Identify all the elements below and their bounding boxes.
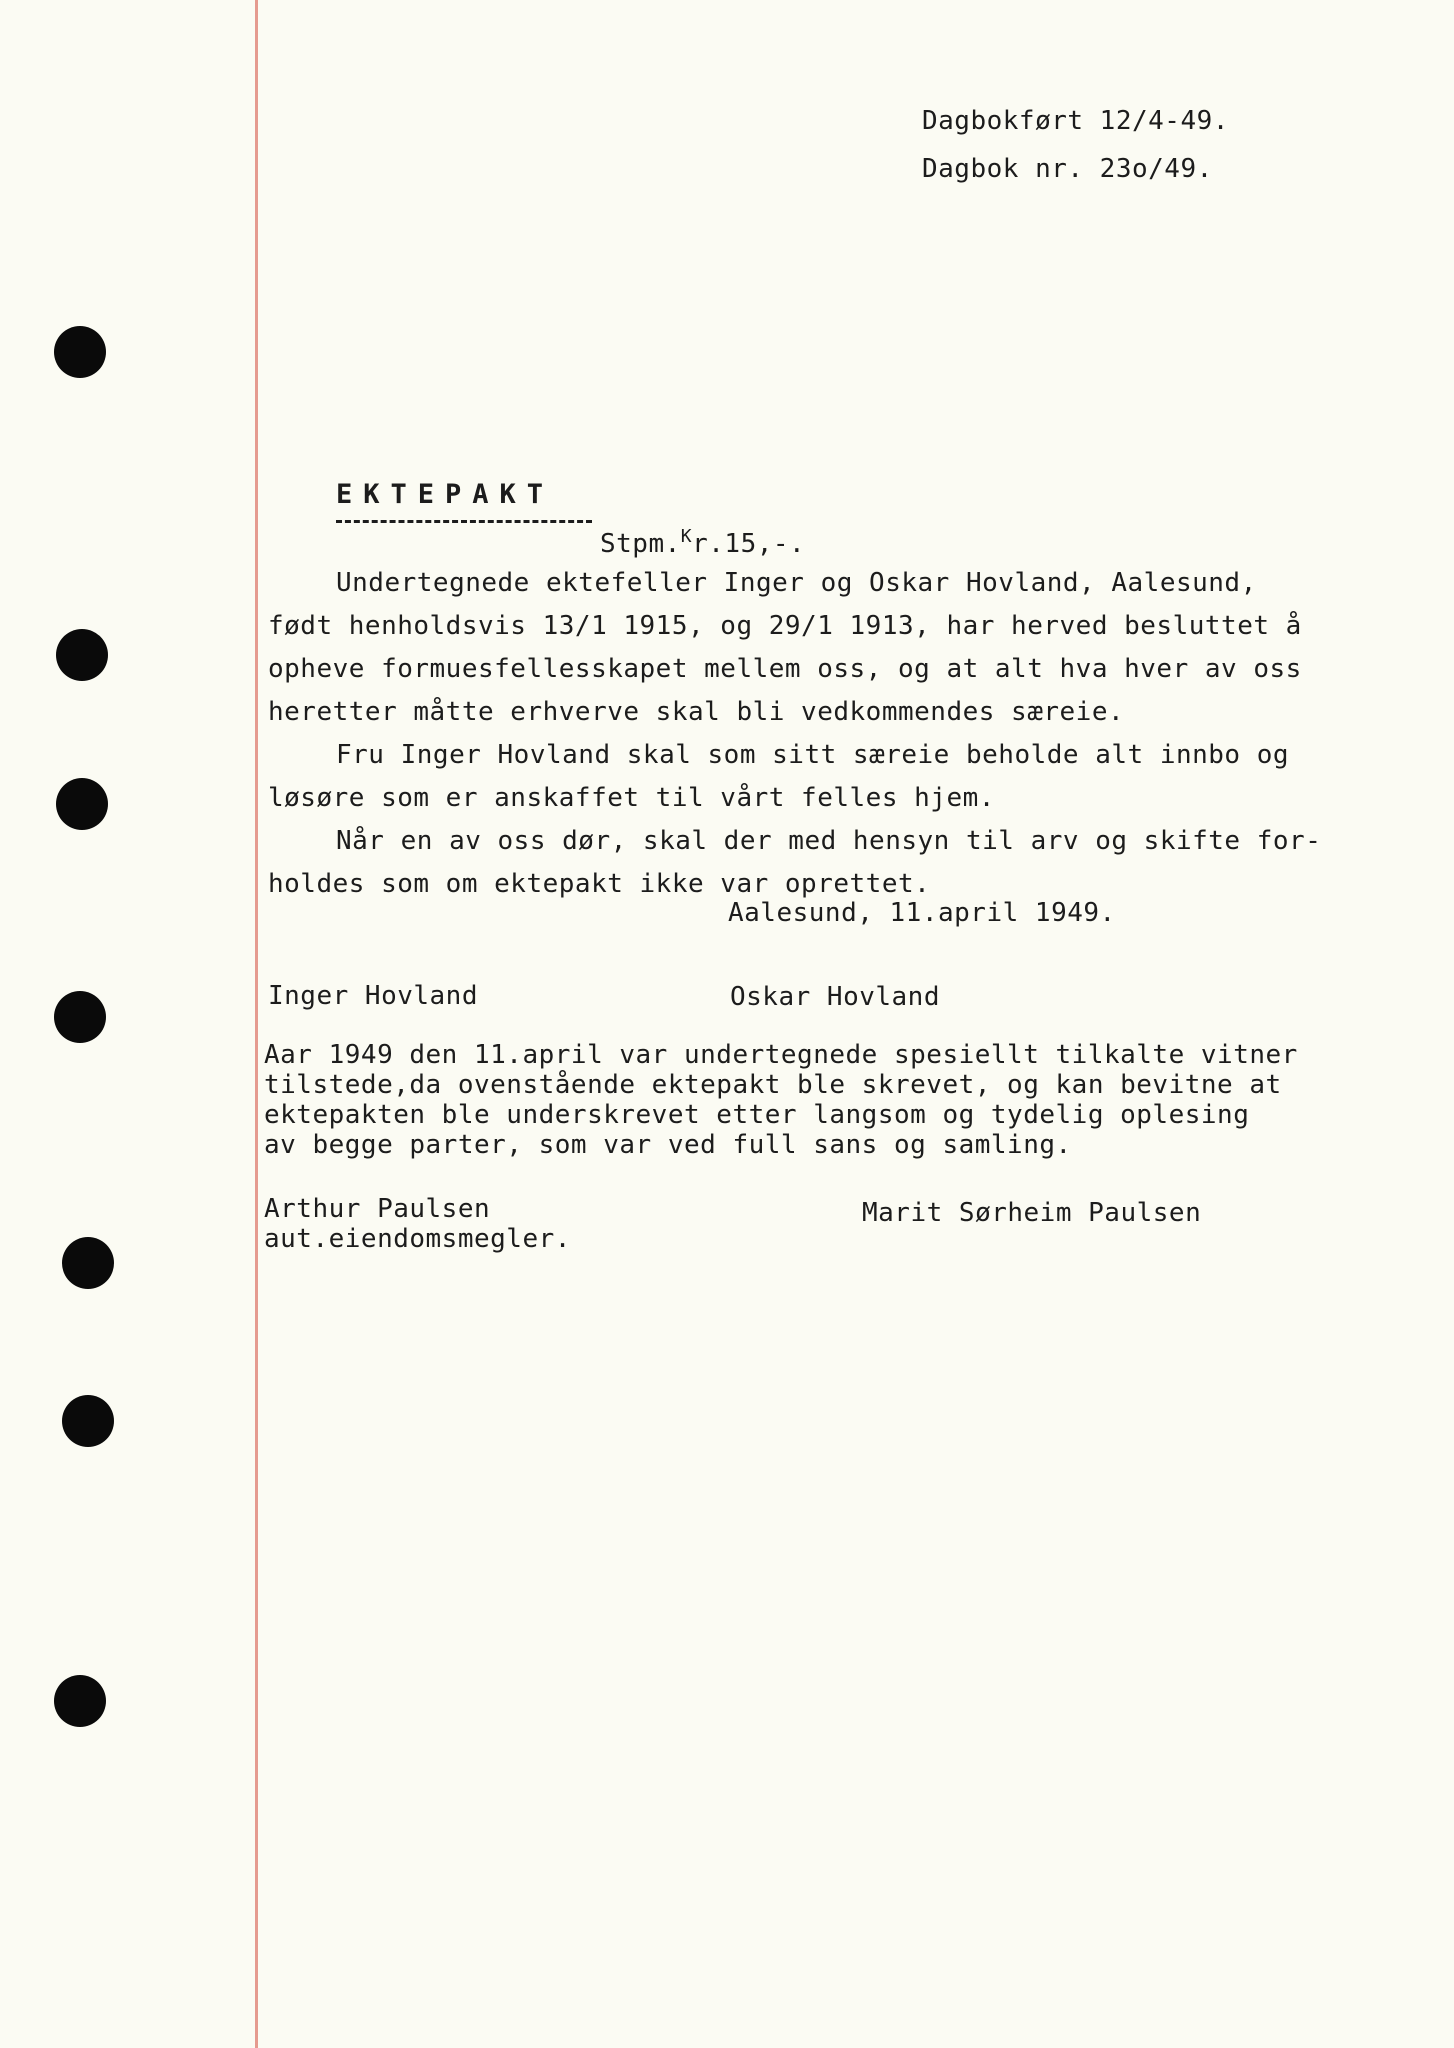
body-line: Fru Inger Hovland skal som sitt særeie beholde alt innbo og xyxy=(336,740,1290,770)
signature-inger: Inger Hovland xyxy=(268,981,478,1011)
punch-hole xyxy=(56,778,108,830)
witness-2-name: Marit Sørheim Paulsen xyxy=(862,1198,1202,1228)
punch-hole xyxy=(62,1237,114,1289)
body-line: løsøre som er anskaffet til vårt felles hjem. xyxy=(268,783,995,813)
witness-line: tilstede,da ovenstående ektepakt ble skrevet, og kan bevitne at xyxy=(264,1070,1282,1100)
title-underline xyxy=(336,520,592,523)
place-date: Aalesund, 11.april 1949. xyxy=(728,898,1116,928)
body-line: født henholdsvis 13/1 1915, og 29/1 1913, har herved besluttet å xyxy=(268,611,1302,641)
punch-hole xyxy=(54,1675,106,1727)
witness-line: av begge parter, som var ved full sans og samling. xyxy=(264,1130,1072,1160)
margin-line xyxy=(255,0,258,2048)
dagbokfort-text: Dagbokført 12/4-49. xyxy=(922,106,1229,136)
punch-hole xyxy=(54,326,106,378)
body-line: heretter måtte erhverve skal bli vedkommendes særeie. xyxy=(268,697,1125,727)
document-title: EKTEPAKT xyxy=(336,479,555,510)
dagbok-nr-text: Dagbok nr. 23o/49. xyxy=(922,154,1213,184)
witness-line: Aar 1949 den 11.april var undertegnede spesiellt tilkalte vitner xyxy=(264,1040,1298,1070)
punch-hole xyxy=(54,991,106,1043)
stamp-duty: Stpm.$^K$r.15,-. xyxy=(600,526,806,559)
body-line: Når en av oss dør, skal der med hensyn til arv og skifte for- xyxy=(336,826,1322,856)
punch-hole xyxy=(56,629,108,681)
witness-1-name: Arthur Paulsen xyxy=(264,1194,491,1224)
witness-1-title: aut.eiendomsmegler. xyxy=(264,1224,571,1254)
body-line: holdes som om ektepakt ikke var oprettet. xyxy=(268,869,931,899)
signature-oskar: Oskar Hovland xyxy=(730,982,940,1012)
witness-line: ektepakten ble underskrevet etter langsom og tydelig oplesing xyxy=(264,1100,1250,1130)
body-line: opheve formuesfellesskapet mellem oss, og at alt hva hver av oss xyxy=(268,654,1302,684)
punch-hole xyxy=(62,1395,114,1447)
body-line: Undertegnede ektefeller Inger og Oskar Hovland, Aalesund, xyxy=(336,568,1257,598)
